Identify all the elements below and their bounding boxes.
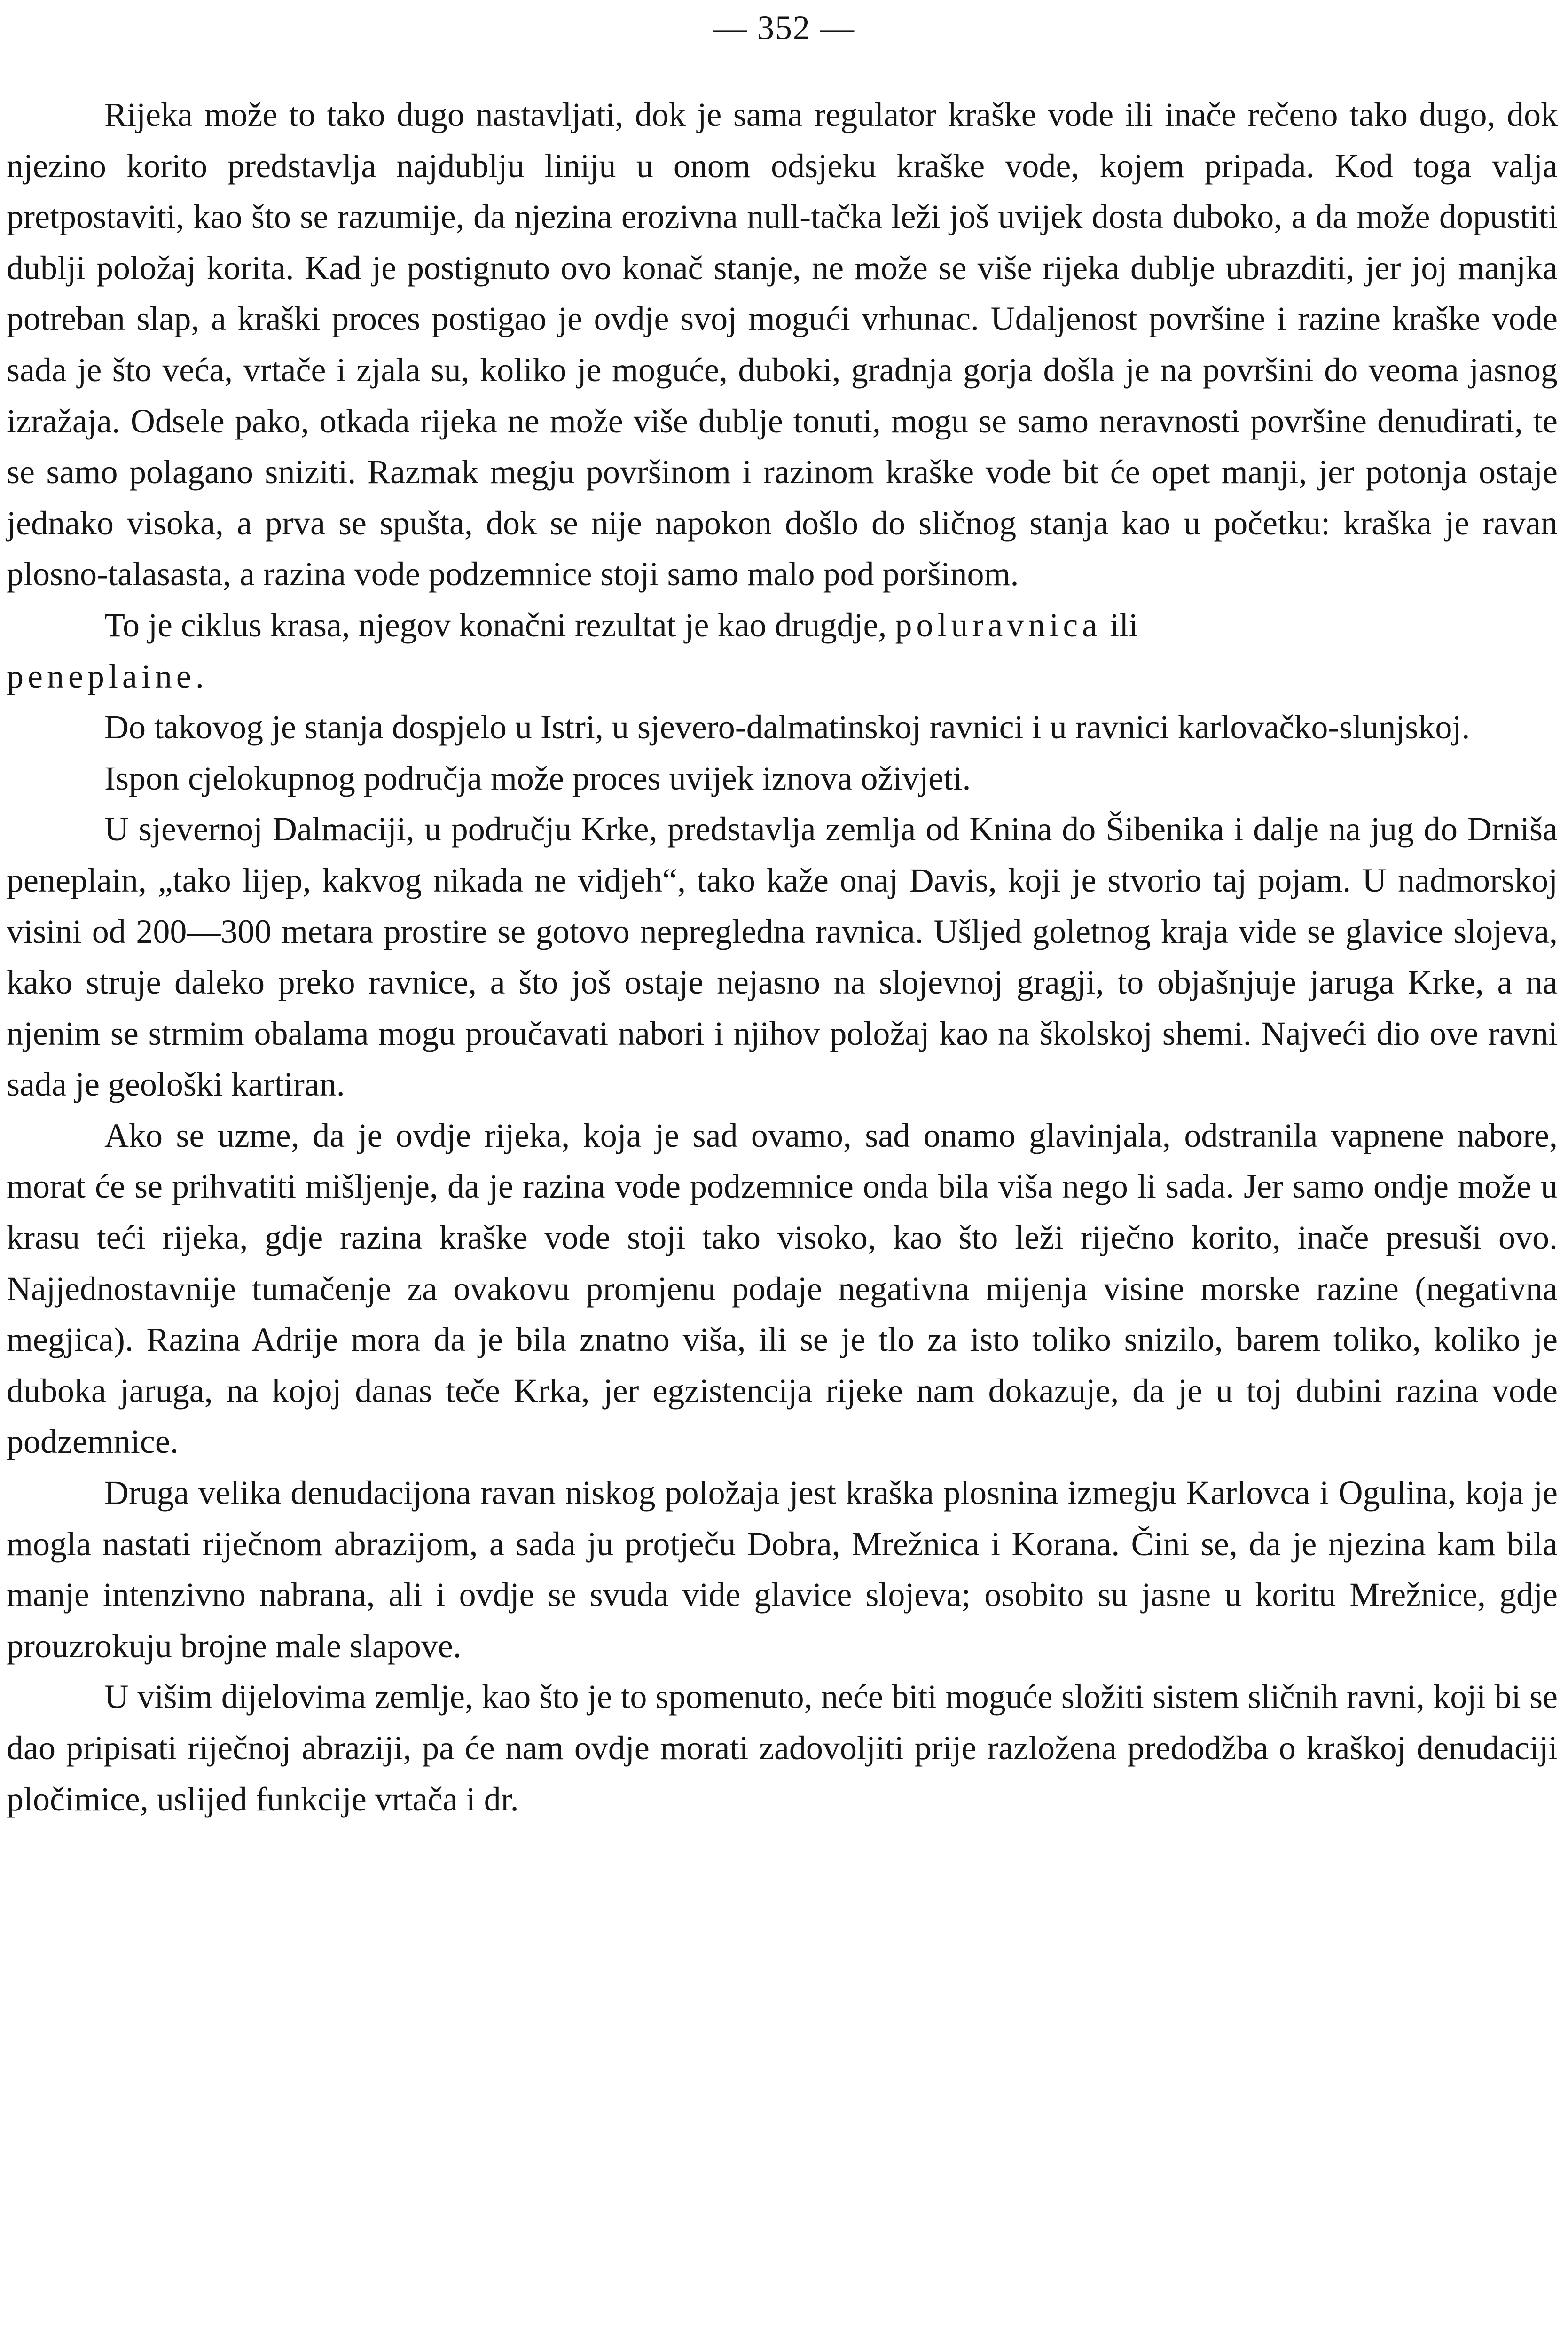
paragraph-karst-river-cycle: Rijeka može to tako dugo nastavljati, dok je sama regulator kraške vode ili inače rečeno tako dugo, dok njezino korito predstavlja najdublju liniju u onom odsjeku kraške vode, kojem pripada. Kod toga valja pretpostaviti, kao što se razumije, da njezina erozivna null-tačka leži još uvijek dosta duboko, a da može dopustiti dublji položaj korita. Kad je postignuto ovo konač stanje, ne može se više rijeka dublje ubrazditi, jer joj manjka potreban slap, a kraški proces postigao je ovdje svoj mogući vrhunac. Udaljenost površine i razine kraške vode sada je što veća, vrtače i zjala su, koliko je moguće, duboki, gradnja gorja došla je na površini do veoma jasnog izražaja. Odsele pako, otkada rijeka ne može više dublje tonuti, mogu se samo neravnosti površine denudirati, te se samo polagano sniziti. Razmak megju površinom i razinom kraške vode bit će opet manji, jer potonja ostaje jednako visoka, a prva se spušta, dok se nije napokon došlo do sličnog stanja kao u početku: kraška je ravan plosno-talasasta, a razina vode podzemnice stoji samo malo pod poršinom. xyxy=(7,96,1558,593)
paragraph-text-before: To je ciklus krasa, njegov konačni rezultat je kao drugdje, xyxy=(104,606,887,644)
body-text xyxy=(7,89,1558,1825)
paragraph-karst-cycle-result xyxy=(7,600,1558,702)
paragraph-process-revival: Ispon cjelokupnog područja može proces uvijek iznova oživjeti. xyxy=(104,759,971,797)
term-poluravnica: poluravnica xyxy=(895,606,1102,644)
term-peneplaine: peneplaine xyxy=(7,657,196,695)
paragraph-istria-plains: Do takovog je stanja dospjelo u Istri, u sjevero-dalmatinskoj ravnici i u ravnici karlovačko-slunjskoj. xyxy=(104,708,1470,746)
paragraph-north-dalmatia: U sjevernoj Dalmaciji, u području Krke, predstavlja zemlja od Knina do Šibenika i dalje na jug do Drniša peneplain, „tako lijep, kakvog nikada ne vidjeh“, tako kaže onaj Davis, koji je stvorio taj pojam. U nadmorskoj visini od 200—300 metara prostire se gotovo nepregledna ravnica. Ušljed goletnog kraja vide se glavice slojeva, kako struje daleko preko ravnice, a što još ostaje nejasno na slojevnoj gragji, to objašnjuje jaruga Krke, a na njenim se strmim obalama mogu proučavati nabori i njihov položaj kao na školskoj shemi. Najveći dio ove ravni sada je geološki kartiran. xyxy=(7,810,1558,1104)
paragraph-text-after: . xyxy=(195,657,204,695)
paragraph-river-krka: Ako se uzme, da je ovdje rijeka, koja je sad ovamo, sad onamo glavinjala, odstranila vapnene nabore, morat će se prihvatiti mišljenje, da je razina vode podzemnice onda bila viša nego li sada. Jer samo ondje može u krasu teći rijeka, gdje razina kraške vode stoji tako visoko, kao što leži riječno korito, inače presuši ovo. Najjednostavnije tumačenje za ovakovu promjenu podaje negativna mijenja visine morske razine (negativna megjica). Razina Adrije mora da je bila znatno viša, ili se je tlo za isto toliko snizilo, barem toliko, koliko je duboka jaruga, na kojoj danas teče Krka, jer egzistencija rijeke nam dokazuje, da je u toj dubini razina vode podzemnice. xyxy=(7,1116,1558,1461)
paragraph-karlovac-ogulin: Druga velika denudacijona ravan niskog položaja jest kraška plosnina izmegju Karlovca i Ogulina, koja je mogla nastati riječnom abrazijom, a sada ju protječu Dobra, Mrežnica i Korana. Čini se, da je njezina kam bila manje intenzivno nabrana, ali i ovdje se svuda vide glavice slojeva; osobito su jasne u koritu Mrežnice, gdje prouzrokuju brojne male slapove. xyxy=(7,1474,1558,1665)
page-number: — 352 — xyxy=(713,9,855,47)
paragraph-text-mid: ili xyxy=(1110,606,1138,644)
paragraph-higher-regions: U višim dijelovima zemlje, kao što je to spomenuto, neće biti moguće složiti sistem sličnih ravni, koji bi se dao pripisati riječnoj abraziji, pa će nam ovdje morati zadovoljiti prije razložena predodžba o kraškoj denudaciji pločimice, uslijed funkcije vrtača i dr. xyxy=(7,1678,1558,1818)
